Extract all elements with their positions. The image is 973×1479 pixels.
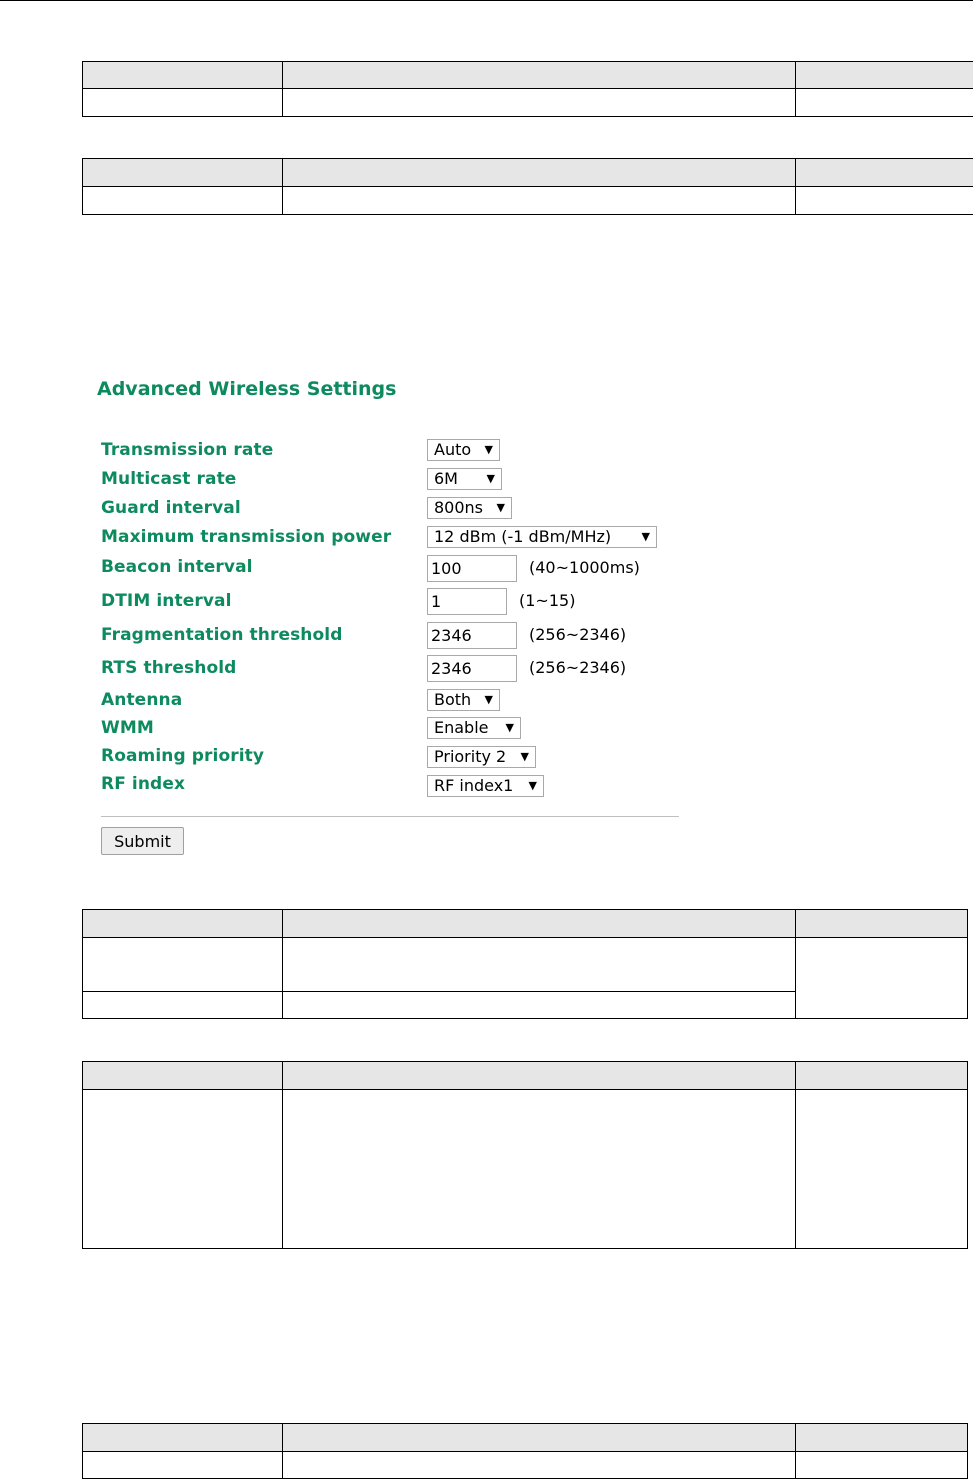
- table-header-cell: [83, 159, 283, 187]
- page-header-rule: [0, 0, 973, 1]
- beacon-interval-label: Beacon interval: [101, 557, 253, 577]
- dropdown-arrow-icon: ▼: [505, 721, 514, 734]
- table-cell: [83, 187, 283, 215]
- rts-threshold-label: RTS threshold: [101, 658, 237, 678]
- multicast-rate-select[interactable]: [427, 468, 502, 490]
- guard-interval-value: 800ns: [434, 498, 484, 517]
- wmm-select[interactable]: [427, 717, 521, 739]
- table-header-cell: [796, 159, 973, 187]
- table-cell: [796, 1452, 968, 1479]
- table-header-cell: [796, 1424, 968, 1452]
- table-cell: [283, 992, 796, 1019]
- dropdown-arrow-icon: ▼: [484, 693, 493, 706]
- multicast-rate-label: Multicast rate: [101, 469, 237, 489]
- antenna-select[interactable]: [427, 689, 500, 711]
- doc-table-4: [82, 1061, 968, 1249]
- doc-table-5: [82, 1423, 968, 1479]
- table-header-cell: [796, 1062, 968, 1090]
- table-header-cell: [796, 910, 968, 938]
- fragmentation-threshold-input[interactable]: 2346: [427, 622, 517, 649]
- rts-threshold-input[interactable]: 2346: [427, 655, 517, 682]
- dropdown-arrow-icon: ▼: [484, 443, 493, 456]
- panel-title: Advanced Wireless Settings: [97, 378, 397, 400]
- table-cell: [83, 1090, 283, 1249]
- table-cell: [283, 938, 796, 992]
- table-header-cell: [83, 1424, 283, 1452]
- roaming-priority-value: Priority 2: [434, 747, 507, 766]
- dtim-interval-range: (1~15): [519, 591, 576, 610]
- table-cell: [283, 1090, 796, 1249]
- dropdown-arrow-icon: ▼: [496, 501, 505, 514]
- table-cell: [283, 89, 796, 117]
- roaming-priority-label: Roaming priority: [101, 746, 265, 766]
- doc-table-2: [82, 158, 973, 215]
- table-cell: [83, 1452, 283, 1479]
- table-header-cell: [283, 62, 796, 89]
- dtim-interval-input[interactable]: 1: [427, 588, 507, 615]
- table-header-cell: [83, 62, 283, 89]
- wmm-value: Enable: [434, 718, 489, 737]
- table-header-cell: [283, 1062, 796, 1090]
- table-cell: [796, 938, 968, 1019]
- max-transmission-power-label: Maximum transmission power: [101, 527, 392, 547]
- antenna-value: Both: [434, 690, 472, 709]
- dtim-interval-label: DTIM interval: [101, 591, 232, 611]
- submit-button[interactable]: Submit: [101, 827, 184, 855]
- table-header-cell: [283, 159, 796, 187]
- roaming-priority-select[interactable]: [427, 746, 536, 768]
- table-cell: [283, 187, 796, 215]
- table-cell: [283, 1452, 796, 1479]
- table-header-cell: [283, 910, 796, 938]
- doc-table-3: [82, 909, 968, 1019]
- doc-table-1: [82, 61, 973, 117]
- table-cell: [83, 938, 283, 992]
- rf-index-label: RF index: [101, 774, 186, 794]
- table-cell: [83, 89, 283, 117]
- panel-divider: [101, 816, 679, 817]
- transmission-rate-value: Auto: [434, 440, 472, 459]
- transmission-rate-select[interactable]: [427, 439, 500, 461]
- table-header-cell: [83, 1062, 283, 1090]
- rf-index-select[interactable]: [427, 775, 544, 797]
- wmm-label: WMM: [101, 718, 154, 738]
- table-header-cell: [83, 910, 283, 938]
- rts-threshold-range: (256~2346): [529, 658, 627, 677]
- antenna-label: Antenna: [101, 690, 183, 710]
- fragmentation-threshold-range: (256~2346): [529, 625, 627, 644]
- fragmentation-threshold-label: Fragmentation threshold: [101, 625, 343, 645]
- rf-index-value: RF index1: [434, 776, 514, 795]
- table-header-cell: [283, 1424, 796, 1452]
- dropdown-arrow-icon: ▼: [528, 779, 537, 792]
- table-cell: [796, 1090, 968, 1249]
- beacon-interval-range: (40~1000ms): [529, 558, 640, 577]
- max-transmission-power-value: 12 dBm (-1 dBm/MHz): [434, 527, 612, 546]
- dropdown-arrow-icon: ▼: [486, 472, 495, 485]
- guard-interval-label: Guard interval: [101, 498, 241, 518]
- transmission-rate-label: Transmission rate: [101, 440, 274, 460]
- table-cell: [83, 992, 283, 1019]
- table-header-cell: [796, 62, 973, 89]
- table-cell: [796, 89, 973, 117]
- table-cell: [796, 187, 973, 215]
- guard-interval-select[interactable]: [427, 497, 512, 519]
- dropdown-arrow-icon: ▼: [641, 530, 650, 543]
- multicast-rate-value: 6M: [434, 469, 458, 488]
- beacon-interval-input[interactable]: 100: [427, 555, 517, 582]
- dropdown-arrow-icon: ▼: [520, 750, 529, 763]
- max-transmission-power-select[interactable]: [427, 526, 657, 548]
